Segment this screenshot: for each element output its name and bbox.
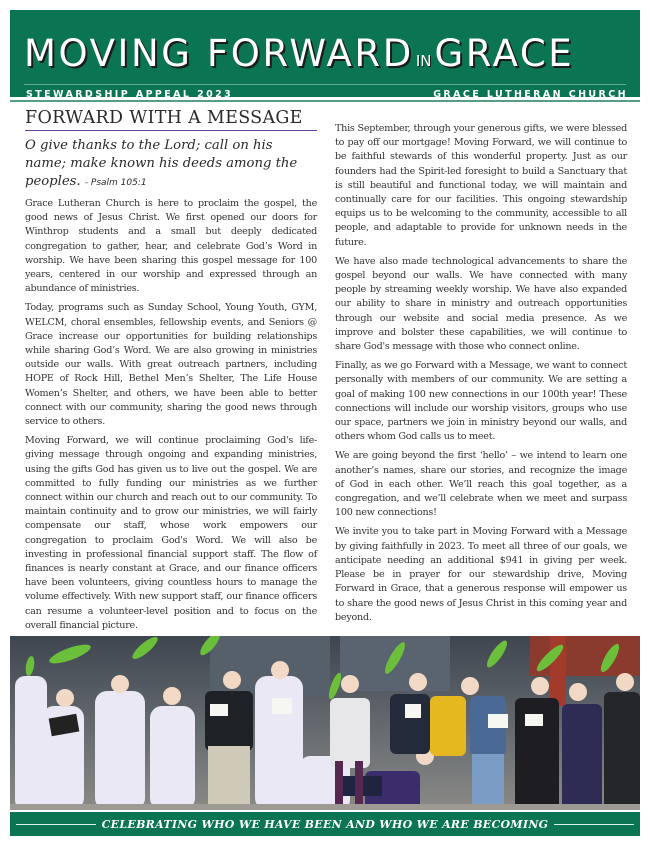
paragraph: Finally, as we go Forward with a Message, we want to connect personally with members of our community. We are setting a goal of making 100 new connections in our 100th year! These connections will include our worship visitors, groups who use our space, partners we join in ministry beyond our walls, and others whom God calls us to meet. xyxy=(335,360,627,443)
left-column xyxy=(25,108,317,633)
masthead-title xyxy=(24,34,628,81)
footer-rule-right xyxy=(554,824,634,825)
title-connector: IN xyxy=(415,52,432,70)
title-part2: GRACE xyxy=(434,32,575,75)
masthead-subtitle-left: STEWARDSHIP APPEAL 2023 xyxy=(26,89,234,100)
scripture-verse xyxy=(25,137,317,192)
congregation-photo xyxy=(10,636,640,810)
masthead-subtitle-right: GRACE LUTHERAN CHURCH xyxy=(433,89,628,100)
right-column xyxy=(335,122,627,625)
footer-tagline: CELEBRATING WHO WE HAVE BEEN AND WHO WE ARE BECOMING xyxy=(101,817,549,831)
footer-rule-left xyxy=(16,824,96,825)
paragraph: Moving Forward, we will continue proclaiming God's life-giving message through ongoing and expanding ministries, using the gifts God has given us to live out the gospel. We are committed to fully funding our ministries as we further connect within our church and reach out to our community. To maintain continuity and to grow our ministries, we will fairly compensate our staff, whose work empowers our congregation to proclaim God's Word. We will also be investing in professional financial support staff. The flow of finances is nearly constant at Grace, and our finance officers have been volunteers, giving countless hours to manage the volume effectively. With new support staff, our finance officers can resume a volunteer-level position and to focus on the overall financial picture. xyxy=(25,435,317,631)
footer-banner xyxy=(10,812,640,836)
paragraph: Today, programs such as Sunday School, Young Youth, GYM, WELCM, choral ensembles, fellowship events, and Seniors @ Grace increase our opportunities for building relationships while sharing God’s Word. We are also growing in ministries outside our walls. With great outreach partners, including HOPE of Rock Hill, Bethel Men’s Shelter, The Life House Women’s Shelter, and others, we have been able to better connect with our community, sharing the good news through service to others. xyxy=(25,302,317,428)
section-heading: FORWARD WITH A MESSAGE xyxy=(25,108,317,131)
paragraph: This September, through your generous gifts, we were blessed to pay off our mortgage! Moving Forward, we will continue to be faithful stewards of this wonderful property. Just as our founders had the Spirit-led foresight to build a Sanctuary that is still beautiful and functional today, we will maintain and continually care for our facilities. This ongoing stewardship equips us to be welcoming to the community, accessible to all people, and adaptable to provide for unknown needs in the future. xyxy=(335,123,627,248)
masthead-bottom-rule xyxy=(10,100,640,102)
paragraph: Grace Lutheran Church is here to proclaim the gospel, the good news of Jesus Christ. We first opened our doors for Winthrop students and a small but deeply dedicated congregation to gather, hear, and celebrate God’s Word in worship. We have been sharing this gospel message for 100 years, centered in our worship and expressed through an abundance of ministries. xyxy=(25,198,317,295)
photo-illustration xyxy=(10,636,640,810)
title-part1: MOVING FORWARD xyxy=(24,32,414,75)
verse-reference: - Psalm 105:1 xyxy=(84,178,147,188)
masthead-divider xyxy=(24,84,626,85)
masthead xyxy=(10,10,640,100)
paragraph: We are going beyond the first ‘hello’ – we intend to learn one another’s names, share our stories, and recognize the image of God in each other. We’ll reach this goal together, as a congregation, and we’ll celebrate when we meet and surpass 100 new connections! xyxy=(335,450,627,519)
verse-text: O give thanks to the Lord; call on his name; make known his deeds among the peoples. xyxy=(25,138,298,189)
paragraph: We have also made technological advancements to share the gospel beyond our walls. We have connected with many people by streaming weekly worship. We have also expanded our ability to share in ministry and outreach opportunities through our website and social media presence. As we improve and bolster these capabilities, we will continue to share God's message with those who connect online. xyxy=(335,255,627,353)
paragraph: We invite you to take part in Moving Forward with a Message by giving faithfully in 2023. To meet all three of our goals, we anticipate needing an additional $941 in giving per week. Please be in prayer for our stewardship drive, Moving Forward in Grace, that a generous response will empower us to share the good news of Jesus Christ in this coming year and beyond. xyxy=(335,526,627,623)
